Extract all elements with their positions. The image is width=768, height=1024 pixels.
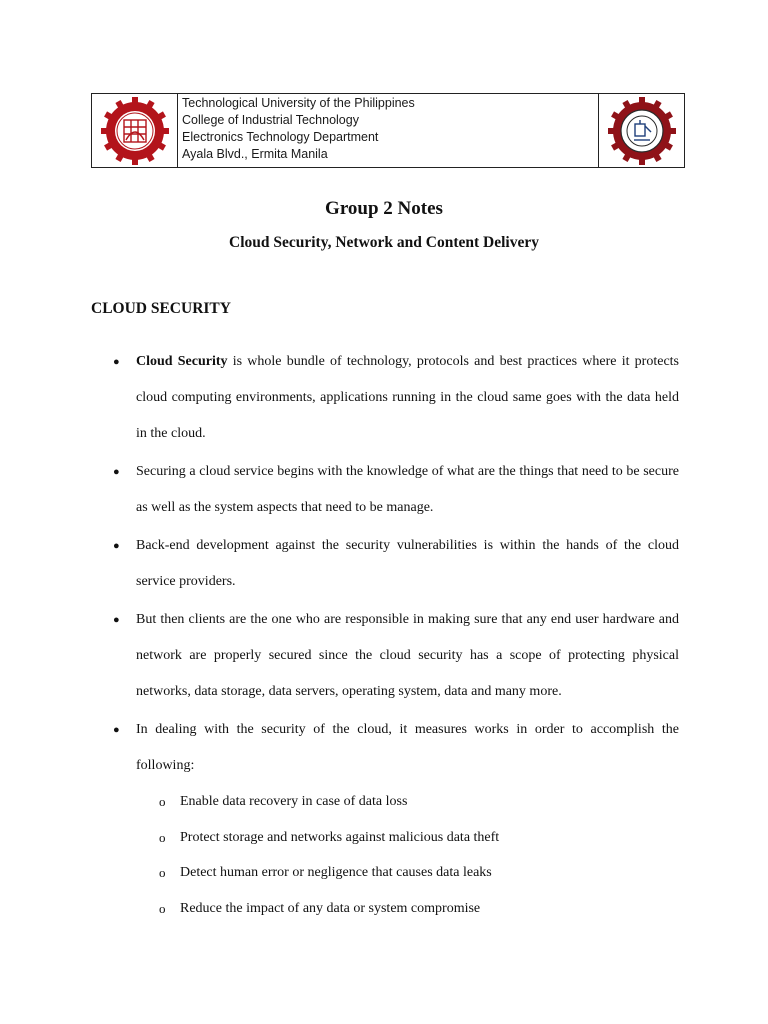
list-item (91, 602, 679, 710)
college-name: College of Industrial Technology (182, 113, 359, 127)
letterhead-text (178, 94, 598, 167)
circle-bullet-icon: o (159, 900, 166, 916)
bullet-icon: ● (113, 466, 120, 478)
circle-bullet-icon: o (159, 865, 166, 880)
list-item (91, 344, 679, 452)
list-item (91, 712, 679, 926)
gear-seal-icon (100, 96, 170, 166)
letterhead-table (91, 93, 685, 168)
college-seal-right (598, 94, 684, 167)
bullet-icon: ● (113, 724, 120, 736)
sub-list-item (136, 820, 679, 856)
bullet-icon: ● (113, 540, 120, 552)
page-subtitle: Cloud Security, Network and Content Delivery (229, 234, 539, 251)
sub-bullet-list (136, 784, 679, 926)
sub-list-item (136, 891, 679, 927)
sub-list-item (136, 855, 679, 891)
address: Ayala Blvd., Ermita Manila (182, 147, 328, 161)
sub-list-item-text: Enable data recovery in case of data loss (180, 794, 408, 809)
bullet-icon: ● (113, 614, 120, 626)
list-item (91, 454, 679, 526)
university-name: Technological University of the Philippines (182, 96, 415, 110)
university-seal-left (92, 94, 178, 167)
list-item-text: is whole bundle of technology, protocols and best practices where it protects cloud computing environments, applications running in the cloud same goes with the data held in the cloud. (136, 354, 679, 441)
list-item-text: But then clients are the one who are responsible in making sure that any end user hardware and network are properly secured since the cloud security has a scope of protecting physical networks, data storage, data servers, operating system, data and many more. (136, 612, 679, 699)
sub-list-item-text: Protect storage and networks against malicious data theft (180, 829, 500, 845)
sub-list-item-text: Detect human error or negligence that causes data leaks (180, 865, 492, 880)
gear-seal-icon (607, 96, 677, 166)
page-title: Group 2 Notes (325, 198, 443, 219)
circle-bullet-icon: o (159, 794, 166, 809)
sub-list-item (136, 784, 679, 820)
section-heading: CLOUD SECURITY (91, 300, 231, 317)
list-item-text: Back-end development against the security vulnerabilities is within the hands of the cloud service providers. (136, 538, 679, 589)
list-item (91, 528, 679, 600)
department-name: Electronics Technology Department (182, 130, 379, 144)
circle-bullet-icon: o (159, 829, 166, 845)
term-bold: Cloud Security (136, 354, 228, 369)
list-item-text: Securing a cloud service begins with the knowledge of what are the things that need to be secure as well as the system aspects that need to be manage. (136, 464, 679, 515)
sub-list-item-text: Reduce the impact of any data or system compromise (180, 900, 481, 916)
bullet-list (91, 344, 679, 928)
list-item-text: In dealing with the security of the cloud, it measures works in order to accomplish the following: (136, 722, 679, 773)
bullet-icon: ● (113, 356, 120, 368)
